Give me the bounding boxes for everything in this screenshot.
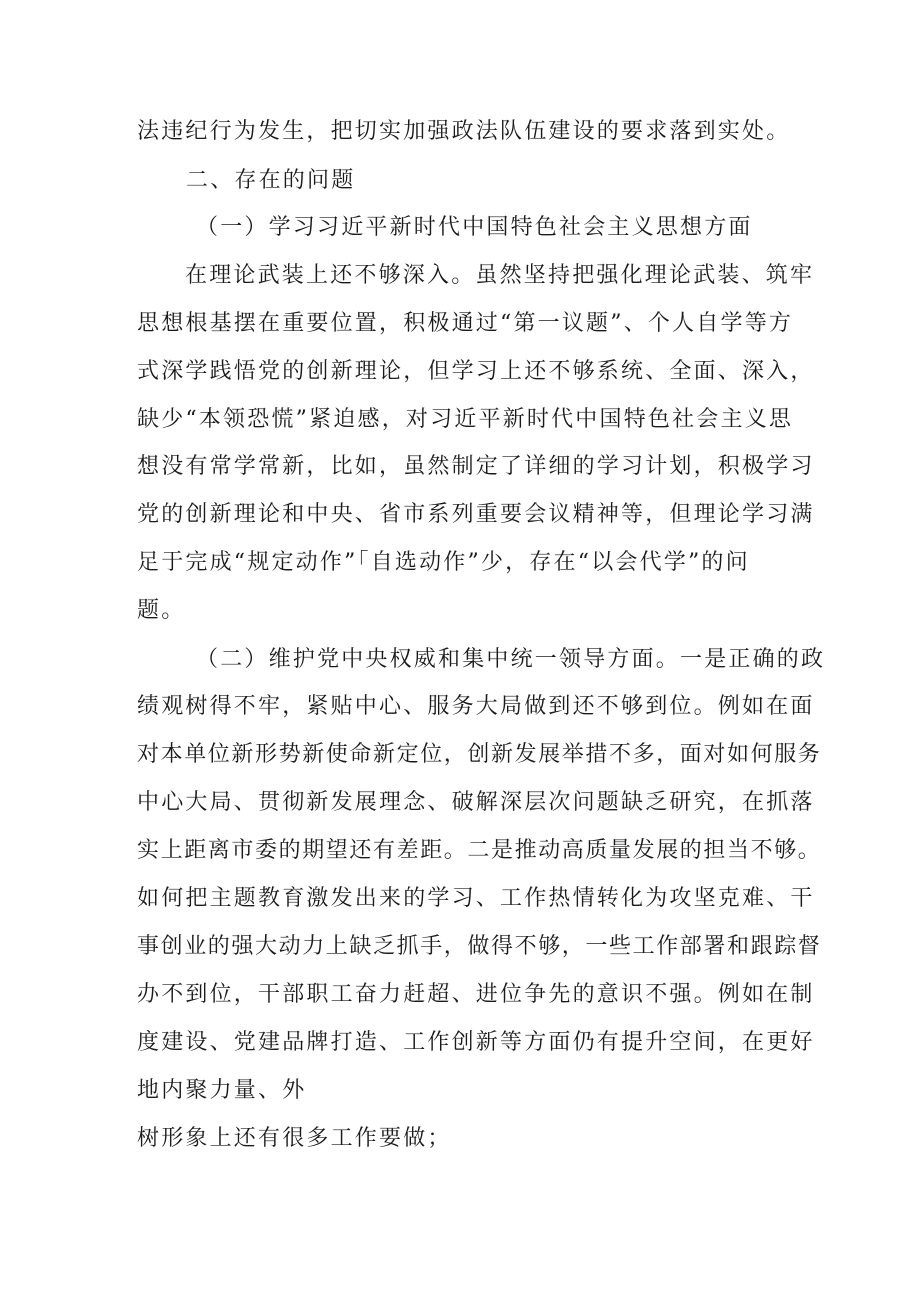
text-line-13: 绩观树得不牢，紧贴中心、服务大局做到还不够到位。例如在面 [137, 694, 815, 719]
text-line-22: 树形象上还有很多工作要做； [137, 1126, 452, 1151]
text-line-21: 地内聚力量、外 [137, 1078, 307, 1103]
text-line-6: 式深学践悟党的创新理论，但学习上还不够系统、全面、深入， [137, 359, 815, 384]
text-line-4: 在理论武装上还不够深入。虽然坚持把强化理论武装、筑牢 [185, 263, 815, 288]
text-line-11: 题。 [137, 598, 186, 623]
text-line-18: 事创业的强大动力上缺乏抓手，做得不够，一些工作部署和跟踪督 [137, 934, 822, 959]
text-line-7: 缺少“本领恐慌”紧迫感，对习近平新时代中国特色社会主义思 [137, 407, 794, 432]
text-line-15: 中心大局、贯彻新发展理念、破解深层次问题缺乏研究，在抓落 [137, 790, 815, 815]
section-heading-2: 二、存在的问题 [186, 168, 356, 193]
text-line-19: 办不到位，干部职工奋力赶超、进位争先的意识不强。例如在制 [137, 982, 815, 1007]
text-line-1: 法违纪行为发生，把切实加强政法队伍建设的要求落到实处。 [137, 119, 791, 144]
subsection-heading-1: （一）学习习近平新时代中国特色社会主义思想方面 [196, 215, 753, 240]
subsection-heading-2: （二）维护党中央权威和集中统一领导方面。一是正确的政 [196, 647, 826, 672]
text-line-5: 思想根基摆在重要位置，积极通过“第一议题”、个人自学等方 [137, 311, 794, 336]
text-line-10: 足于完成“规定动作”「自选动作”少，存在“以会代学”的问 [137, 550, 750, 575]
text-line-14: 对本单位新形势新使命新定位，创新发展举措不多，面对如何服务 [137, 742, 822, 767]
text-line-16: 实上距离市委的期望还有差距。二是推动高质量发展的担当不够。 [137, 838, 822, 863]
text-line-17: 如何把主题教育激发出来的学习、工作热情转化为攻坚克难、干 [137, 886, 815, 911]
text-line-9: 党的创新理论和中央、省市系列重要会议精神等，但理论学习满 [137, 502, 815, 527]
text-line-20: 度建设、党建品牌打造、工作创新等方面仍有提升空间，在更好 [137, 1030, 815, 1055]
text-line-8: 想没有常学常新，比如，虽然制定了详细的学习计划，积极学习 [137, 454, 815, 479]
